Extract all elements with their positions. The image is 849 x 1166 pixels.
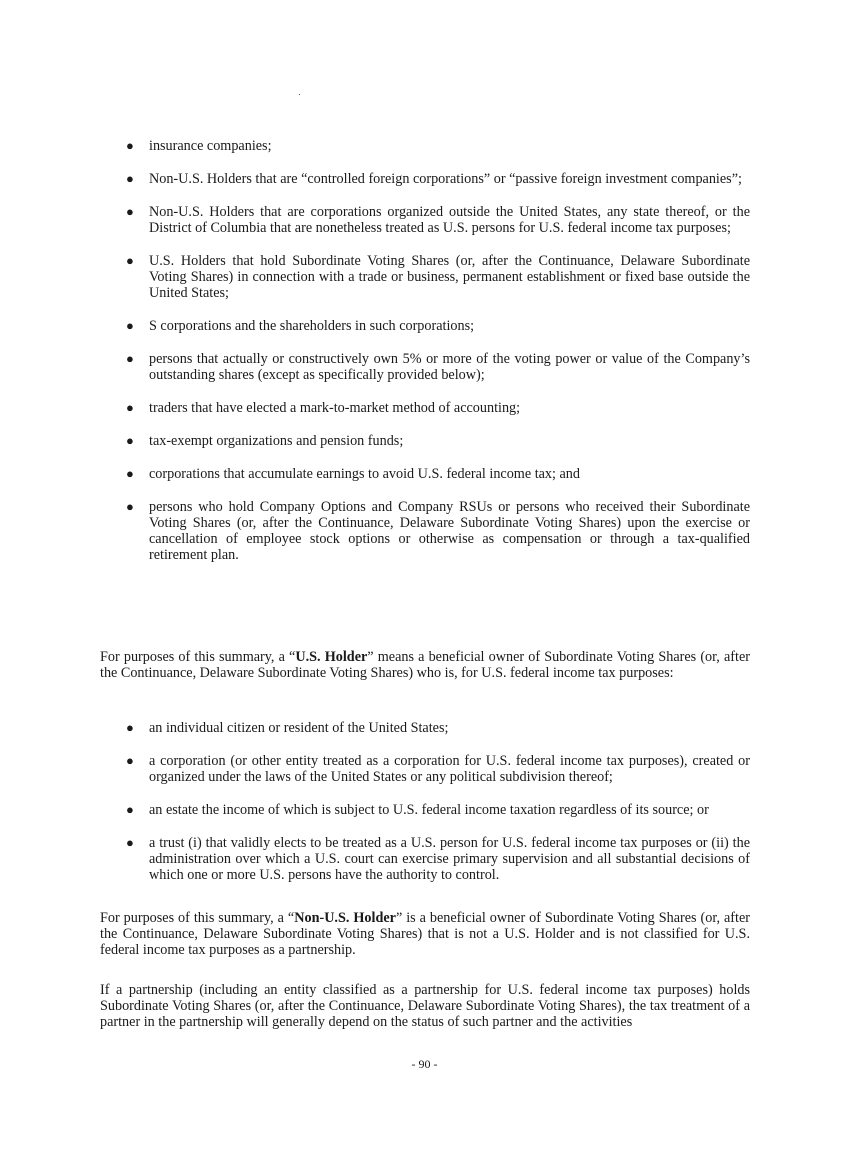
list-item: ● persons that actually or constructively own 5% or more of the voting power or value of the Company’s outstanding shares (except as specifically provided below); xyxy=(126,351,750,383)
bullet-icon: ● xyxy=(126,720,134,735)
list-item: ● corporations that accumulate earnings to avoid U.S. federal income tax; and xyxy=(126,466,580,482)
list-item: ● traders that have elected a mark-to-market method of accounting; xyxy=(126,400,521,416)
list-item: ● Non-U.S. Holders that are corporations organized outside the United States, any state thereof, or the District of Columbia that are nonetheless treated as U.S. persons for U.S. federal income tax purposes; xyxy=(126,204,750,236)
page-number: - 90 - xyxy=(411,1057,438,1071)
bullet-icon: ● xyxy=(126,802,134,817)
non-us-holder-definition: For purposes of this summary, a “Non-U.S. Holder” is a beneficial owner of Subordinate Voting Shares (or, after the Continuance, Delaware Subordinate Voting Shares) that is not a U.S. Holder and is not classified for U.S. federal income tax purposes as a partnership. xyxy=(100,910,750,958)
bullet-icon: ● xyxy=(126,253,134,268)
bullet-icon: ● xyxy=(126,318,134,333)
list-item: ● U.S. Holders that hold Subordinate Voting Shares (or, after the Continuance, Delaware Subordinate Voting Shares) in connection with a trade or business, permanent establishment or fixed base outside the United States; xyxy=(126,253,750,301)
defined-term: U.S. Holder xyxy=(295,649,368,665)
us-holder-definition: For purposes of this summary, a “U.S. Holder” means a beneficial owner of Subordinate Voting Shares (or, after the Continuance, Delaware Subordinate Voting Shares) who is, for U.S. federal income tax purposes: xyxy=(100,649,750,681)
bullet-icon: ● xyxy=(126,835,134,850)
list-item: ● Non-U.S. Holders that are “controlled foreign corporations” or “passive foreign investment companies”; xyxy=(126,171,742,187)
bullet-icon: ● xyxy=(126,433,134,448)
defined-term: Non-U.S. Holder xyxy=(294,910,396,926)
list-item: ● a corporation (or other entity treated as a corporation for U.S. federal income tax purposes), created or organized under the laws of the United States or any political subdivision thereof; xyxy=(126,753,750,785)
bullet-icon: ● xyxy=(126,753,134,768)
bullet-icon: ● xyxy=(126,400,134,415)
stray-mark xyxy=(299,94,300,95)
bullet-icon: ● xyxy=(126,204,134,219)
bullet-icon: ● xyxy=(126,171,134,186)
list-item: ● persons who hold Company Options and Company RSUs or persons who received their Subordinate Voting Shares (or, after the Continuance, Delaware Subordinate Voting Shares) upon the exercise or cancellation of employee stock options or otherwise as compensation or through a tax-qualified retirement plan. xyxy=(126,499,750,563)
bullet-icon: ● xyxy=(126,351,134,366)
list-item: ● a trust (i) that validly elects to be treated as a U.S. person for U.S. federal income tax purposes or (ii) the administration over which a U.S. court can exercise primary supervision and all substantial decisions of which one or more U.S. persons have the authority to control. xyxy=(126,835,750,883)
partnership-paragraph: If a partnership (including an entity classified as a partnership for U.S. federal income tax purposes) holds Subordinate Voting Shares (or, after the Continuance, Delaware Subordinate Voting Shares), the tax treatment of a partner in the partnership will generally depend on the status of such partner and the activities xyxy=(100,982,750,1030)
list-item: ● an individual citizen or resident of the United States; xyxy=(126,720,449,736)
list-item: ● tax-exempt organizations and pension funds; xyxy=(126,433,404,449)
bullet-icon: ● xyxy=(126,466,134,481)
bullet-icon: ● xyxy=(126,499,134,514)
excluded-holders-list xyxy=(100,138,750,580)
us-holder-criteria-list xyxy=(100,720,750,900)
list-item: ● S corporations and the shareholders in such corporations; xyxy=(126,318,475,334)
list-item: ● insurance companies; xyxy=(126,138,272,154)
list-item: ● an estate the income of which is subject to U.S. federal income taxation regardless of its source; or xyxy=(126,802,709,818)
bullet-icon: ● xyxy=(126,138,134,153)
